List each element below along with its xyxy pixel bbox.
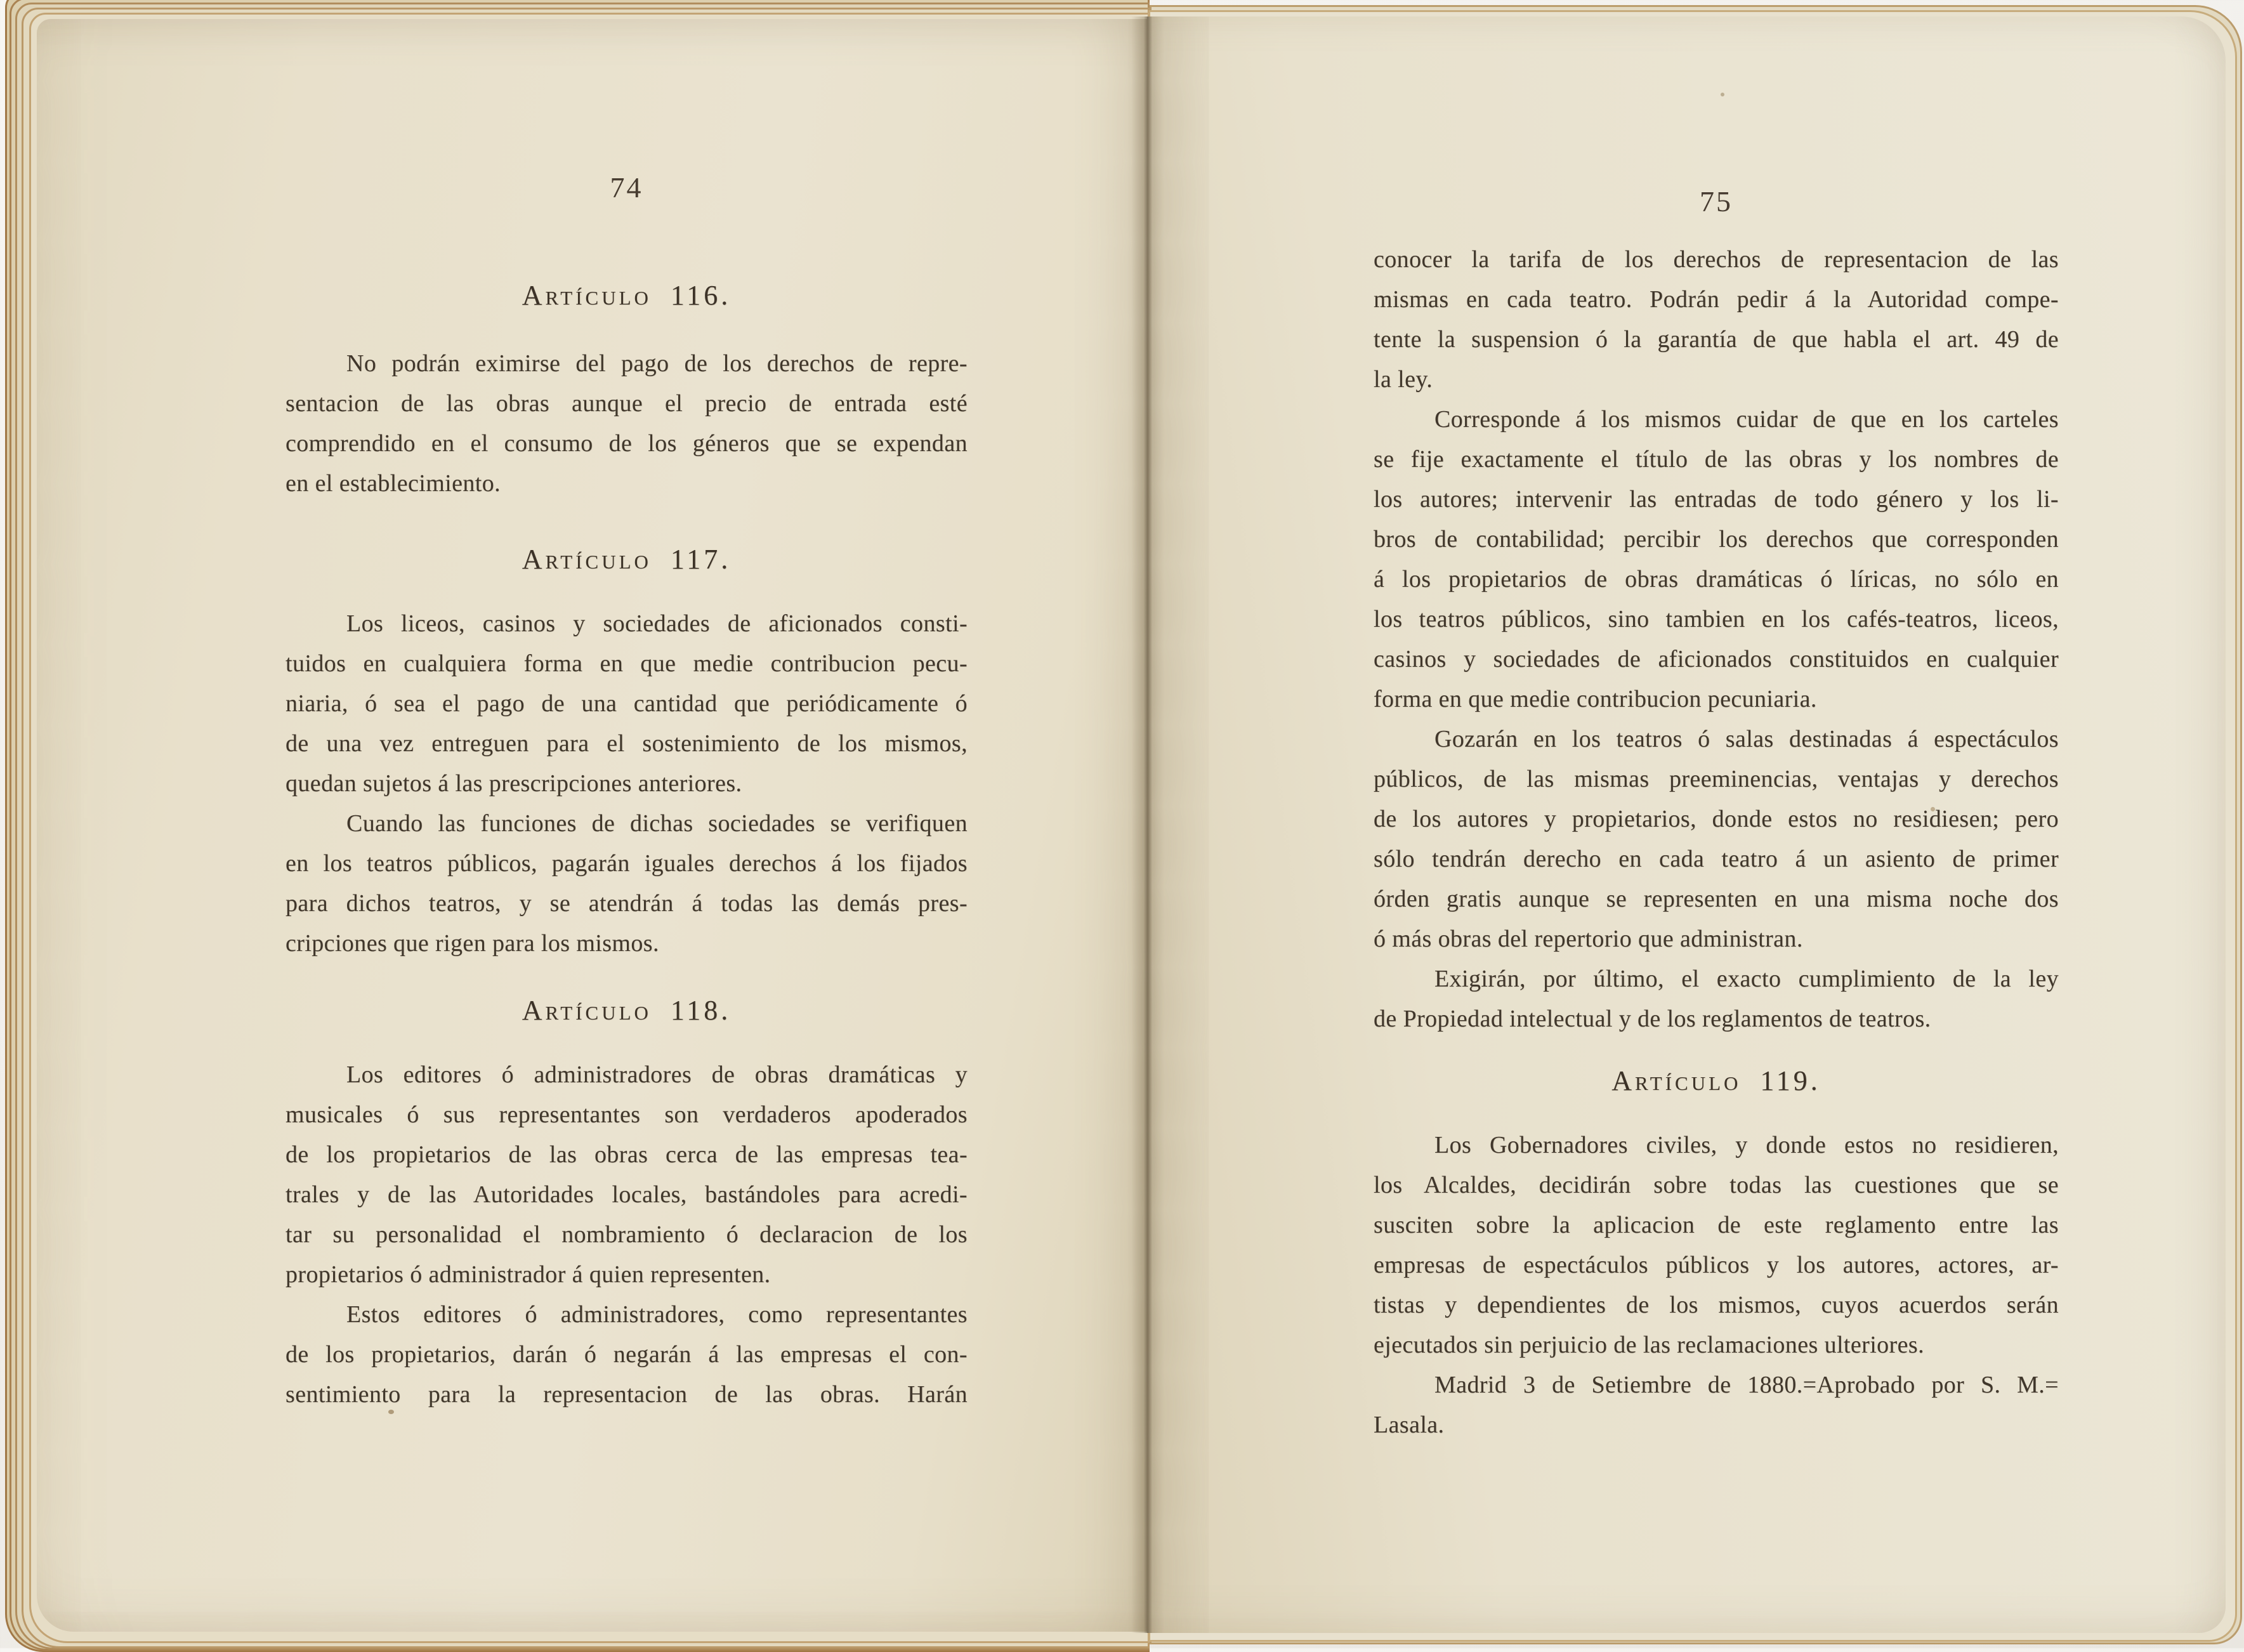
paper-speck xyxy=(1931,807,1935,811)
text-line: ejecutados sin perjuicio de las reclamaciones ulteriores. xyxy=(1374,1332,1924,1358)
text-line: trales y de las Autoridades locales, bastándoles para acredi- xyxy=(285,1181,968,1208)
text-line: públicos, de las mismas preeminencias, ventajas y derechos xyxy=(1374,766,2059,792)
text-line: Los liceos, casinos y sociedades de aficionados consti- xyxy=(346,610,968,637)
body-paragraph xyxy=(285,804,968,964)
text-line: ó más obras del repertorio que administran. xyxy=(1374,926,1803,952)
text-line: comprendido en el consumo de los géneros que se expendan xyxy=(285,430,968,457)
article-heading: Artículo 116. xyxy=(522,280,732,311)
page-number: 75 xyxy=(1700,185,1733,218)
text-line: sólo tendrán derecho en cada teatro á un asiento de primer xyxy=(1374,846,2059,872)
text-line: empresas de espectáculos públicos y los autores, actores, ar- xyxy=(1374,1252,2059,1278)
text-line: los Alcaldes, decidirán sobre todas las cuestiones que se xyxy=(1374,1172,2059,1198)
text-line: tistas y dependientes de los mismos, cuyos acuerdos serán xyxy=(1374,1292,2059,1318)
text-line: Estos editores ó administradores, como representantes xyxy=(346,1301,968,1328)
text-line: propietarios ó administrador á quien representen. xyxy=(285,1261,771,1288)
body-paragraph xyxy=(1374,1365,2059,1445)
text-line: Corresponde á los mismos cuidar de que en los carteles xyxy=(1434,406,2059,433)
text-line: niaria, ó sea el pago de una cantidad que periódicamente ó xyxy=(285,690,968,717)
text-line: la ley. xyxy=(1374,366,1433,393)
text-line: sentacion de las obras aunque el precio de entrada esté xyxy=(285,390,968,417)
text-line: sentimiento para la representacion de las obras. Harán xyxy=(285,1381,968,1408)
text-line: Los editores ó administradores de obras dramáticas y xyxy=(346,1061,968,1088)
text-line: tente la suspension ó la garantía de que habla el art. 49 de xyxy=(1374,326,2059,353)
text-line: conocer la tarifa de los derechos de representacion de las xyxy=(1374,246,2059,273)
text-line: No podrán eximirse del pago de los derechos de repre- xyxy=(346,350,968,377)
text-line: cripciones que rigen para los mismos. xyxy=(285,930,659,957)
article-heading: Artículo 117. xyxy=(522,544,732,575)
article-heading: Artículo 119. xyxy=(1611,1065,1821,1096)
text-line: órden gratis aunque se representen en una misma noche dos xyxy=(1374,886,2059,912)
text-line: mismas en cada teatro. Podrán pedir á la Autoridad compe- xyxy=(1374,286,2059,313)
text-line: de una vez entreguen para el sostenimiento de los mismos, xyxy=(285,730,968,757)
body-paragraph xyxy=(1374,1125,2059,1365)
text-line: bros de contabilidad; percibir los derechos que corresponden xyxy=(1374,526,2059,553)
paper-speck xyxy=(388,1410,394,1414)
text-line: de los autores y propietarios, donde estos no residiesen; pero xyxy=(1374,806,2059,832)
text-line: de Propiedad intelectual y de los reglamentos de teatros. xyxy=(1374,1006,1931,1032)
body-paragraph xyxy=(285,1055,968,1295)
text-line: tar su personalidad el nombramiento ó declaracion de los xyxy=(285,1221,968,1248)
body-paragraph xyxy=(1374,719,2059,959)
text-line: quedan sujetos á las prescripciones anteriores. xyxy=(285,770,742,797)
text-line: Madrid 3 de Setiembre de 1880.=Aprobado por S. M.= xyxy=(1434,1372,2059,1398)
left-page xyxy=(37,19,1147,1632)
text-line: en el establecimiento. xyxy=(285,470,501,497)
text-line: Cuando las funciones de dichas sociedades se verifiquen xyxy=(346,810,968,837)
text-line: tuidos en cualquiera forma en que medie contribucion pecu- xyxy=(285,650,968,677)
body-paragraph xyxy=(1374,959,2059,1039)
text-line: en los teatros públicos, pagarán iguales derechos á los fijados xyxy=(285,850,968,877)
body-paragraph xyxy=(1374,400,2059,719)
text-line: Gozarán en los teatros ó salas destinadas á espectáculos xyxy=(1434,726,2059,752)
text-line: para dichos teatros, y se atendrán á todas las demás pres- xyxy=(285,890,968,917)
text-line: Exigirán, por último, el exacto cumplimiento de la ley xyxy=(1434,966,2059,992)
article-heading: Artículo 118. xyxy=(522,995,732,1026)
page-number: 74 xyxy=(610,171,643,204)
text-line: se fije exactamente el título de las obras y los nombres de xyxy=(1374,446,2059,473)
text-line: los autores; intervenir las entradas de todo género y los li- xyxy=(1374,486,2059,513)
body-paragraph xyxy=(285,1295,968,1415)
paper-speck xyxy=(1721,93,1724,96)
body-paragraph xyxy=(285,604,968,804)
text-line: los teatros públicos, sino tambien en los cafés-teatros, liceos, xyxy=(1374,606,2059,633)
text-line: casinos y sociedades de aficionados constituidos en cualquier xyxy=(1374,646,2059,672)
text-line: á los propietarios de obras dramáticas ó líricas, no sólo en xyxy=(1374,566,2059,593)
body-paragraph xyxy=(285,344,968,504)
text-line: de los propietarios, darán ó negarán á las empresas el con- xyxy=(285,1341,968,1368)
text-line: musicales ó sus representantes son verdaderos apoderados xyxy=(285,1101,968,1128)
text-line: de los propietarios de las obras cerca de las empresas tea- xyxy=(285,1141,968,1168)
text-line: susciten sobre la aplicacion de este reglamento entre las xyxy=(1374,1212,2059,1238)
right-page xyxy=(1147,16,2226,1633)
text-line: Lasala. xyxy=(1374,1412,1445,1438)
text-line: Los Gobernadores civiles, y donde estos no residieren, xyxy=(1434,1132,2059,1158)
text-line: forma en que medie contribucion pecuniaria. xyxy=(1374,686,1817,712)
body-paragraph xyxy=(1374,240,2059,400)
